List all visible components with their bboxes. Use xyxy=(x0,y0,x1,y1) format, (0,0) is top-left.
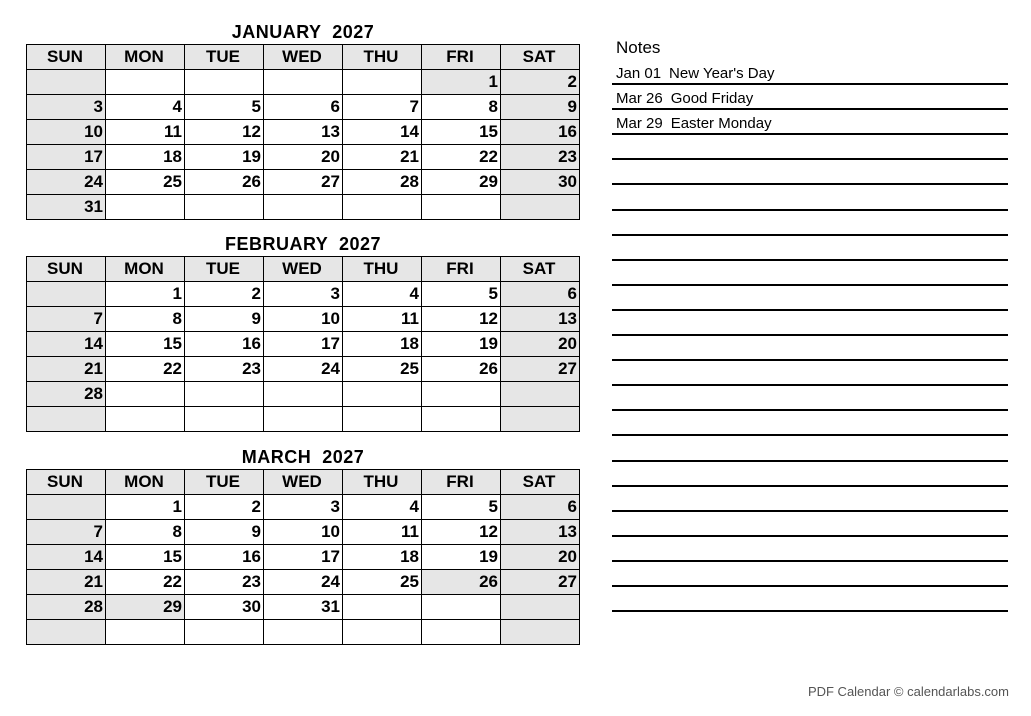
weekday-header: WED xyxy=(264,470,343,495)
note-date: Mar 26 xyxy=(616,90,663,108)
notes-panel xyxy=(612,36,1008,612)
day-cell: 27 xyxy=(501,570,580,595)
day-cell: 9 xyxy=(185,520,264,545)
note-line xyxy=(612,136,1008,160)
day-cell: 26 xyxy=(185,170,264,195)
day-cell: 24 xyxy=(27,170,106,195)
day-cell: 17 xyxy=(27,145,106,170)
day-cell: 15 xyxy=(106,545,185,570)
day-cell xyxy=(27,282,106,307)
day-cell xyxy=(27,70,106,95)
note-line xyxy=(612,262,1008,286)
day-cell: 21 xyxy=(343,145,422,170)
week-row xyxy=(27,382,580,407)
week-row xyxy=(27,95,580,120)
notes-title: Notes xyxy=(616,38,661,57)
week-row xyxy=(27,282,580,307)
day-cell xyxy=(343,70,422,95)
day-cell: 20 xyxy=(501,332,580,357)
weekday-header: TUE xyxy=(185,470,264,495)
day-cell: 20 xyxy=(501,545,580,570)
day-cell: 30 xyxy=(185,595,264,620)
week-row xyxy=(27,595,580,620)
note-holiday-name: Easter Monday xyxy=(670,115,772,133)
day-cell: 23 xyxy=(501,145,580,170)
day-cell: 28 xyxy=(343,170,422,195)
week-row xyxy=(27,570,580,595)
day-cell xyxy=(501,195,580,220)
day-cell: 17 xyxy=(264,332,343,357)
day-cell: 8 xyxy=(422,95,501,120)
day-cell xyxy=(343,620,422,645)
day-cell xyxy=(106,382,185,407)
week-row xyxy=(27,145,580,170)
day-cell: 19 xyxy=(185,145,264,170)
day-cell: 9 xyxy=(501,95,580,120)
day-cell: 5 xyxy=(422,495,501,520)
day-cell: 1 xyxy=(106,282,185,307)
day-cell: 11 xyxy=(343,307,422,332)
day-cell: 28 xyxy=(27,382,106,407)
week-row xyxy=(27,407,580,432)
day-cell: 19 xyxy=(422,545,501,570)
day-cell: 2 xyxy=(185,282,264,307)
day-cell: 18 xyxy=(343,545,422,570)
weekday-header-row xyxy=(27,470,580,495)
weekday-header: TUE xyxy=(185,257,264,282)
day-cell: 12 xyxy=(185,120,264,145)
week-row xyxy=(27,620,580,645)
weekday-header: THU xyxy=(343,45,422,70)
day-cell: 10 xyxy=(27,120,106,145)
weekday-header: SUN xyxy=(27,470,106,495)
day-cell: 20 xyxy=(264,145,343,170)
day-cell: 16 xyxy=(501,120,580,145)
weekday-header: SAT xyxy=(501,45,580,70)
day-cell: 16 xyxy=(185,332,264,357)
day-cell: 21 xyxy=(27,357,106,382)
weekday-header: THU xyxy=(343,470,422,495)
weekday-header: FRI xyxy=(422,45,501,70)
day-cell: 3 xyxy=(264,282,343,307)
day-cell xyxy=(106,70,185,95)
day-cell: 24 xyxy=(264,570,343,595)
day-cell xyxy=(106,407,185,432)
note-line xyxy=(612,111,1008,135)
weekday-header: FRI xyxy=(422,470,501,495)
day-cell xyxy=(185,382,264,407)
note-line xyxy=(612,312,1008,336)
day-cell: 25 xyxy=(343,357,422,382)
week-row xyxy=(27,520,580,545)
day-cell: 14 xyxy=(27,545,106,570)
note-line xyxy=(612,237,1008,261)
day-cell xyxy=(501,620,580,645)
day-cell: 19 xyxy=(422,332,501,357)
weekday-header: WED xyxy=(264,45,343,70)
day-cell xyxy=(264,382,343,407)
footer-credit: PDF Calendar © calendarlabs.com xyxy=(807,684,1009,699)
day-cell: 14 xyxy=(27,332,106,357)
weekday-header-row xyxy=(27,257,580,282)
day-cell: 7 xyxy=(27,520,106,545)
day-cell xyxy=(343,195,422,220)
day-cell: 22 xyxy=(422,145,501,170)
week-row xyxy=(27,195,580,220)
weekday-header: WED xyxy=(264,257,343,282)
day-cell xyxy=(264,407,343,432)
day-cell xyxy=(501,407,580,432)
week-row xyxy=(27,495,580,520)
day-cell: 29 xyxy=(106,595,185,620)
note-line xyxy=(612,538,1008,562)
day-cell: 25 xyxy=(106,170,185,195)
month-block xyxy=(26,445,580,645)
day-cell: 8 xyxy=(106,520,185,545)
month-block xyxy=(26,232,580,432)
day-cell: 22 xyxy=(106,357,185,382)
day-cell xyxy=(501,595,580,620)
weekday-header: MON xyxy=(106,470,185,495)
day-cell xyxy=(264,195,343,220)
day-cell: 1 xyxy=(422,70,501,95)
day-cell xyxy=(422,620,501,645)
day-cell xyxy=(501,382,580,407)
day-cell xyxy=(185,407,264,432)
day-cell: 15 xyxy=(106,332,185,357)
weekday-header-row xyxy=(27,45,580,70)
day-cell: 14 xyxy=(343,120,422,145)
weekday-header: SAT xyxy=(501,257,580,282)
day-cell: 25 xyxy=(343,570,422,595)
note-line xyxy=(612,463,1008,487)
note-line xyxy=(612,61,1008,85)
month-grid xyxy=(26,44,580,220)
weekday-header: THU xyxy=(343,257,422,282)
day-cell: 13 xyxy=(501,307,580,332)
day-cell: 12 xyxy=(422,520,501,545)
month-title: JANUARY 2027 xyxy=(231,22,375,42)
day-cell: 6 xyxy=(501,495,580,520)
note-line xyxy=(612,187,1008,211)
day-cell: 9 xyxy=(185,307,264,332)
day-cell xyxy=(264,620,343,645)
day-cell: 6 xyxy=(264,95,343,120)
note-line xyxy=(612,337,1008,361)
day-cell: 18 xyxy=(106,145,185,170)
week-row xyxy=(27,70,580,95)
day-cell: 5 xyxy=(422,282,501,307)
note-line xyxy=(612,588,1008,612)
note-date: Jan 01 xyxy=(616,65,662,83)
day-cell xyxy=(27,407,106,432)
day-cell xyxy=(27,495,106,520)
day-cell: 27 xyxy=(264,170,343,195)
month-title: FEBRUARY 2027 xyxy=(224,234,382,254)
note-line xyxy=(612,513,1008,537)
note-line xyxy=(612,438,1008,462)
weekday-header: SUN xyxy=(27,257,106,282)
day-cell: 23 xyxy=(185,570,264,595)
month-grid xyxy=(26,469,580,645)
day-cell: 3 xyxy=(264,495,343,520)
day-cell: 1 xyxy=(106,495,185,520)
day-cell: 7 xyxy=(27,307,106,332)
day-cell xyxy=(106,195,185,220)
note-holiday-name: Good Friday xyxy=(670,90,754,108)
day-cell: 31 xyxy=(27,195,106,220)
day-cell xyxy=(185,70,264,95)
day-cell: 4 xyxy=(343,282,422,307)
day-cell: 17 xyxy=(264,545,343,570)
note-date: Mar 29 xyxy=(616,115,663,133)
day-cell xyxy=(343,382,422,407)
day-cell: 15 xyxy=(422,120,501,145)
day-cell: 2 xyxy=(501,70,580,95)
day-cell: 7 xyxy=(343,95,422,120)
day-cell xyxy=(27,620,106,645)
day-cell: 18 xyxy=(343,332,422,357)
day-cell xyxy=(422,382,501,407)
note-line xyxy=(612,287,1008,311)
weekday-header: MON xyxy=(106,45,185,70)
day-cell xyxy=(343,407,422,432)
day-cell: 31 xyxy=(264,595,343,620)
day-cell xyxy=(343,595,422,620)
note-line xyxy=(612,212,1008,236)
day-cell: 16 xyxy=(185,545,264,570)
note-holiday-name: New Year's Day xyxy=(669,65,775,83)
day-cell: 11 xyxy=(343,520,422,545)
note-line xyxy=(612,362,1008,386)
day-cell xyxy=(185,195,264,220)
day-cell: 13 xyxy=(264,120,343,145)
day-cell: 26 xyxy=(422,357,501,382)
weekday-header: TUE xyxy=(185,45,264,70)
day-cell: 10 xyxy=(264,307,343,332)
day-cell xyxy=(422,407,501,432)
weekday-header: SAT xyxy=(501,470,580,495)
day-cell: 22 xyxy=(106,570,185,595)
weekday-header: SUN xyxy=(27,45,106,70)
day-cell: 12 xyxy=(422,307,501,332)
note-line xyxy=(612,161,1008,185)
day-cell: 27 xyxy=(501,357,580,382)
day-cell: 2 xyxy=(185,495,264,520)
week-row xyxy=(27,545,580,570)
day-cell: 28 xyxy=(27,595,106,620)
day-cell: 3 xyxy=(27,95,106,120)
day-cell xyxy=(422,595,501,620)
note-line xyxy=(612,412,1008,436)
note-line xyxy=(612,86,1008,110)
day-cell: 24 xyxy=(264,357,343,382)
note-line xyxy=(612,563,1008,587)
day-cell: 8 xyxy=(106,307,185,332)
week-row xyxy=(27,307,580,332)
day-cell: 30 xyxy=(501,170,580,195)
day-cell: 10 xyxy=(264,520,343,545)
week-row xyxy=(27,120,580,145)
day-cell: 6 xyxy=(501,282,580,307)
month-title: MARCH 2027 xyxy=(241,447,365,467)
day-cell xyxy=(422,195,501,220)
day-cell: 26 xyxy=(422,570,501,595)
week-row xyxy=(27,170,580,195)
weekday-header: MON xyxy=(106,257,185,282)
note-line xyxy=(612,488,1008,512)
day-cell xyxy=(185,620,264,645)
day-cell: 29 xyxy=(422,170,501,195)
day-cell: 4 xyxy=(106,95,185,120)
week-row xyxy=(27,332,580,357)
day-cell xyxy=(106,620,185,645)
day-cell xyxy=(264,70,343,95)
day-cell: 23 xyxy=(185,357,264,382)
day-cell: 4 xyxy=(343,495,422,520)
weekday-header: FRI xyxy=(422,257,501,282)
note-line xyxy=(612,387,1008,411)
day-cell: 5 xyxy=(185,95,264,120)
month-grid xyxy=(26,256,580,432)
day-cell: 11 xyxy=(106,120,185,145)
day-cell: 13 xyxy=(501,520,580,545)
day-cell: 21 xyxy=(27,570,106,595)
month-block xyxy=(26,20,580,220)
week-row xyxy=(27,357,580,382)
